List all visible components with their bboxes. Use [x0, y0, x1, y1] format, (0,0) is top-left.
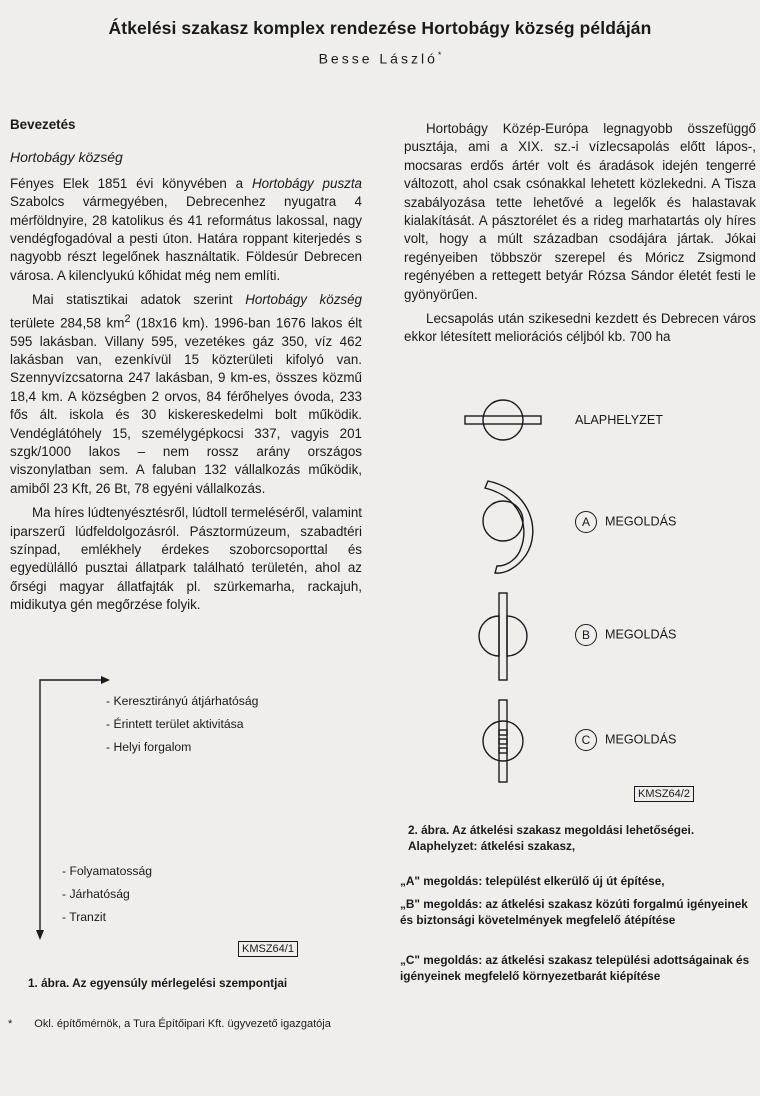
subsection-heading: Hortobágy község: [10, 149, 123, 166]
list-item: - Érintett terület aktivitása: [106, 717, 244, 731]
paper-title: Átkelési szakasz komplex rendezése Hortobágy község példáján: [108, 18, 652, 38]
footnote: [8, 1018, 331, 1030]
label-solution-b: [575, 624, 676, 646]
label-text: MEGOLDÁS: [605, 732, 677, 747]
paragraph: Lecsapolás után szikesedni kezdett és Debrecen város ekkor létesített meliorációs céljból kb. 700 ha: [404, 311, 756, 345]
label-text: MEGOLDÁS: [605, 627, 677, 642]
letter-a-circle: A: [575, 511, 597, 533]
list-item: - Tranzit: [62, 910, 107, 924]
label-solution-c: [575, 729, 676, 751]
label-solution-a: [575, 511, 676, 533]
text-run: Mai statisztikai adatok szerint: [32, 292, 246, 308]
solution-c-description: „C" megoldás: az átkelési szakasz települési adottságainak és igényeinek megfelelő környezetbarát kiépítése: [400, 953, 750, 983]
text-run: Fényes Elek 1851 évi könyvében a: [10, 175, 252, 191]
emphasis: Hortobágy község: [245, 292, 362, 308]
solution-a-symbol: [483, 481, 533, 573]
emphasis: Hortobágy puszta: [251, 175, 362, 191]
caption-line: Alaphelyzet: átkelési szakasz,: [408, 839, 576, 853]
footnote-mark: *: [8, 1018, 13, 1030]
solution-b-symbol: [479, 593, 527, 680]
figure2-caption: [408, 822, 754, 854]
solution-c-symbol: [483, 700, 523, 782]
list-item: - Járhatóság: [62, 887, 130, 901]
letter-b-circle: B: [575, 624, 597, 646]
superscript: 2: [124, 312, 131, 325]
author-name: Besse László: [318, 50, 438, 67]
list-item: - Helyi forgalom: [106, 740, 192, 754]
text-run: (18x16 km). 1996-ban 1676 lakos élt 595 lakásban. Villany 595, vezetékes gáz 350, víz 462 lakásban van, ezenkívül 15 közterületi kifolyó van. Szennyvízcsatorna 247 lakásban, 9 km-es, összes közmű 18,4 km. A községben 2 orvos, 84 férőhelyes óvoda, 233 fős ált. iskola és 30 kiskereskedelmi bolt működik. Vendéglátóhely 15, személygépkocsi 337, vagyis 201 szgk/1000 lakos – nem rossz arány országos viszonylatban sem. A faluban 132 vállalkozás működik, amiből 23 Kft, 26 Bt, 78 egyéni vállalkozás.: [10, 315, 362, 496]
author-footnote-mark: *: [437, 50, 442, 60]
paragraph: Hortobágy Közép-Európa legnagyobb összefüggő pusztája, ami a XIX. sz.-i vízlecsapolás előtt lápos-, mocsaras erdős ártér volt és áradások idején tengerré változott, ahol csak csónakkal lehetett közlekedni. A Tisza szabályozása tette lehetővé a legelők és halastavak kialakítását. A pásztorélet és a rideg marhatartás oly híres volt, hogy a múlt században csodájára jártak. Jókai regényeiben többször szerepel és Móricz Zsigmond regényében a rettegett betyár Rózsa Sándor életét festi le gyönyörűen.: [404, 121, 756, 302]
paragraph: Ma híres lúdtenyésztésről, lúdtoll termeléséről, valamint iparszerű lúdfeldolgozásról. Pásztormúzeum, szabadtéri színpad, emlékhely érdekes szoborcsoporttal és egyedülálló pusztai állatpark található területén, ahol az őrségi magyar állatfajták pl. szürkemarha, rackajuh, midikutya gén megőrzése folyik.: [10, 505, 362, 613]
figure2-code: KMSZ64/2: [634, 786, 694, 802]
section-heading: Bevezetés: [10, 117, 76, 132]
list-item: - Folyamatosság: [62, 864, 153, 878]
caption-line: 2. ábra. Az átkelési szakasz megoldási lehetőségei.: [408, 823, 695, 837]
text-run: Szabolcs vármegyében, Debrecenhez nyugatra 4 mérföldnyire, 28 katolikus és 41 református lakossal, nagy vendégfogadóval a pesti úton. Határa roppant kiterjedés s nagyobb részt legelőnek használtatik. Földesúr Debrecen városa. A kilenclyukú kőhidat még nem említi.: [10, 194, 362, 283]
label-text: MEGOLDÁS: [605, 514, 677, 529]
solution-a-description: „A" megoldás: települést elkerülő új út építése,: [400, 874, 665, 888]
label-baseline: ALAPHELYZET: [575, 413, 663, 427]
figure1-code: KMSZ64/1: [238, 941, 298, 957]
footnote-text: Okl. építőmérnök, a Tura Építőipari Kft. ügyvezető igazgatója: [34, 1018, 331, 1030]
baseline-symbol: [465, 400, 541, 440]
letter-c-circle: C: [575, 729, 597, 751]
solution-b-description: „B" megoldás: az átkelési szakasz közúti forgalmú igényeinek és biztonsági követelmények megfelelő átépítése: [400, 897, 748, 927]
figure1-caption: 1. ábra. Az egyensúly mérlegelési szempontjai: [28, 976, 288, 990]
list-item: - Keresztirányú átjárhatóság: [106, 694, 259, 708]
text-run: területe 284,58 km: [10, 315, 125, 331]
